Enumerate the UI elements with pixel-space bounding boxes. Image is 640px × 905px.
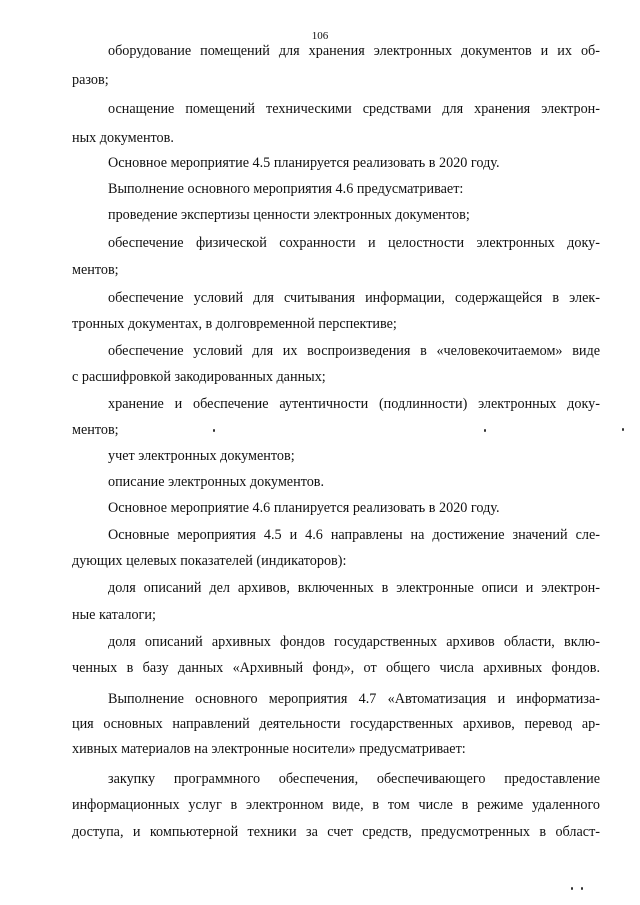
text-line: учет электронных документов;	[108, 448, 295, 464]
scan-speck	[571, 887, 573, 890]
text-line: обеспечение условий для считывания информации, содержащейся в элек-	[108, 290, 600, 306]
page-number: 106	[311, 30, 329, 42]
scan-speck	[622, 428, 624, 431]
text-line: ные каталоги;	[72, 607, 156, 623]
scan-speck	[484, 429, 486, 432]
text-line: Основные мероприятия 4.5 и 4.6 направлены на достижение значений сле-	[108, 527, 600, 543]
text-line: дующих целевых показателей (индикаторов):	[72, 553, 347, 569]
text-line: ментов;	[72, 262, 119, 278]
text-line: обеспечение условий для их воспроизведения в «человекочитаемом» виде	[108, 343, 600, 359]
text-line: доступа, и компьютерной техники за счет средств, предусмотренных в област-	[72, 824, 600, 840]
text-line: описание электронных документов.	[108, 474, 325, 490]
text-line: обеспечение физической сохранности и целостности электронных доку-	[108, 235, 600, 251]
text-line: хранение и обеспечение аутентичности (подлинности) электронных доку-	[108, 396, 600, 412]
text-line: закупку программного обеспечения, обеспечивающего предоставление	[108, 771, 600, 787]
text-line: с расшифровкой закодированных данных;	[72, 369, 326, 385]
scan-speck	[581, 887, 583, 890]
text-line: Выполнение основного мероприятия 4.7 «Автоматизация и информатиза-	[108, 691, 600, 707]
text-line: тронных документах, в долговременной перспективе;	[72, 316, 397, 332]
text-line: ченных в базу данных «Архивный фонд», от общего числа архивных фондов.	[72, 660, 600, 676]
text-line: ментов;	[72, 422, 119, 438]
text-line: Выполнение основного мероприятия 4.6 предусматривает:	[108, 181, 464, 197]
scan-speck	[213, 429, 215, 432]
text-line: ных документов.	[72, 130, 174, 146]
text-line: Основное мероприятие 4.6 планируется реализовать в 2020 году.	[108, 500, 500, 516]
text-line: доля описаний архивных фондов государственных архивов области, вклю-	[108, 634, 600, 650]
text-line: информационных услуг в электронном виде, в том числе в режиме удаленного	[72, 797, 600, 813]
text-line: Основное мероприятие 4.5 планируется реализовать в 2020 году.	[108, 155, 500, 171]
text-line: ция основных направлений деятельности государственных архивов, перевод ар-	[72, 716, 600, 732]
text-line: доля описаний дел архивов, включенных в электронные описи и электрон-	[108, 580, 600, 596]
text-line: оснащение помещений техническими средствами для хранения электрон-	[108, 101, 600, 117]
text-line: проведение экспертизы ценности электронных документов;	[108, 207, 470, 223]
text-line: хивных материалов на электронные носители» предусматривает:	[72, 741, 466, 757]
text-line: разов;	[72, 72, 109, 88]
text-line: оборудование помещений для хранения электронных документов и их об-	[108, 43, 600, 59]
